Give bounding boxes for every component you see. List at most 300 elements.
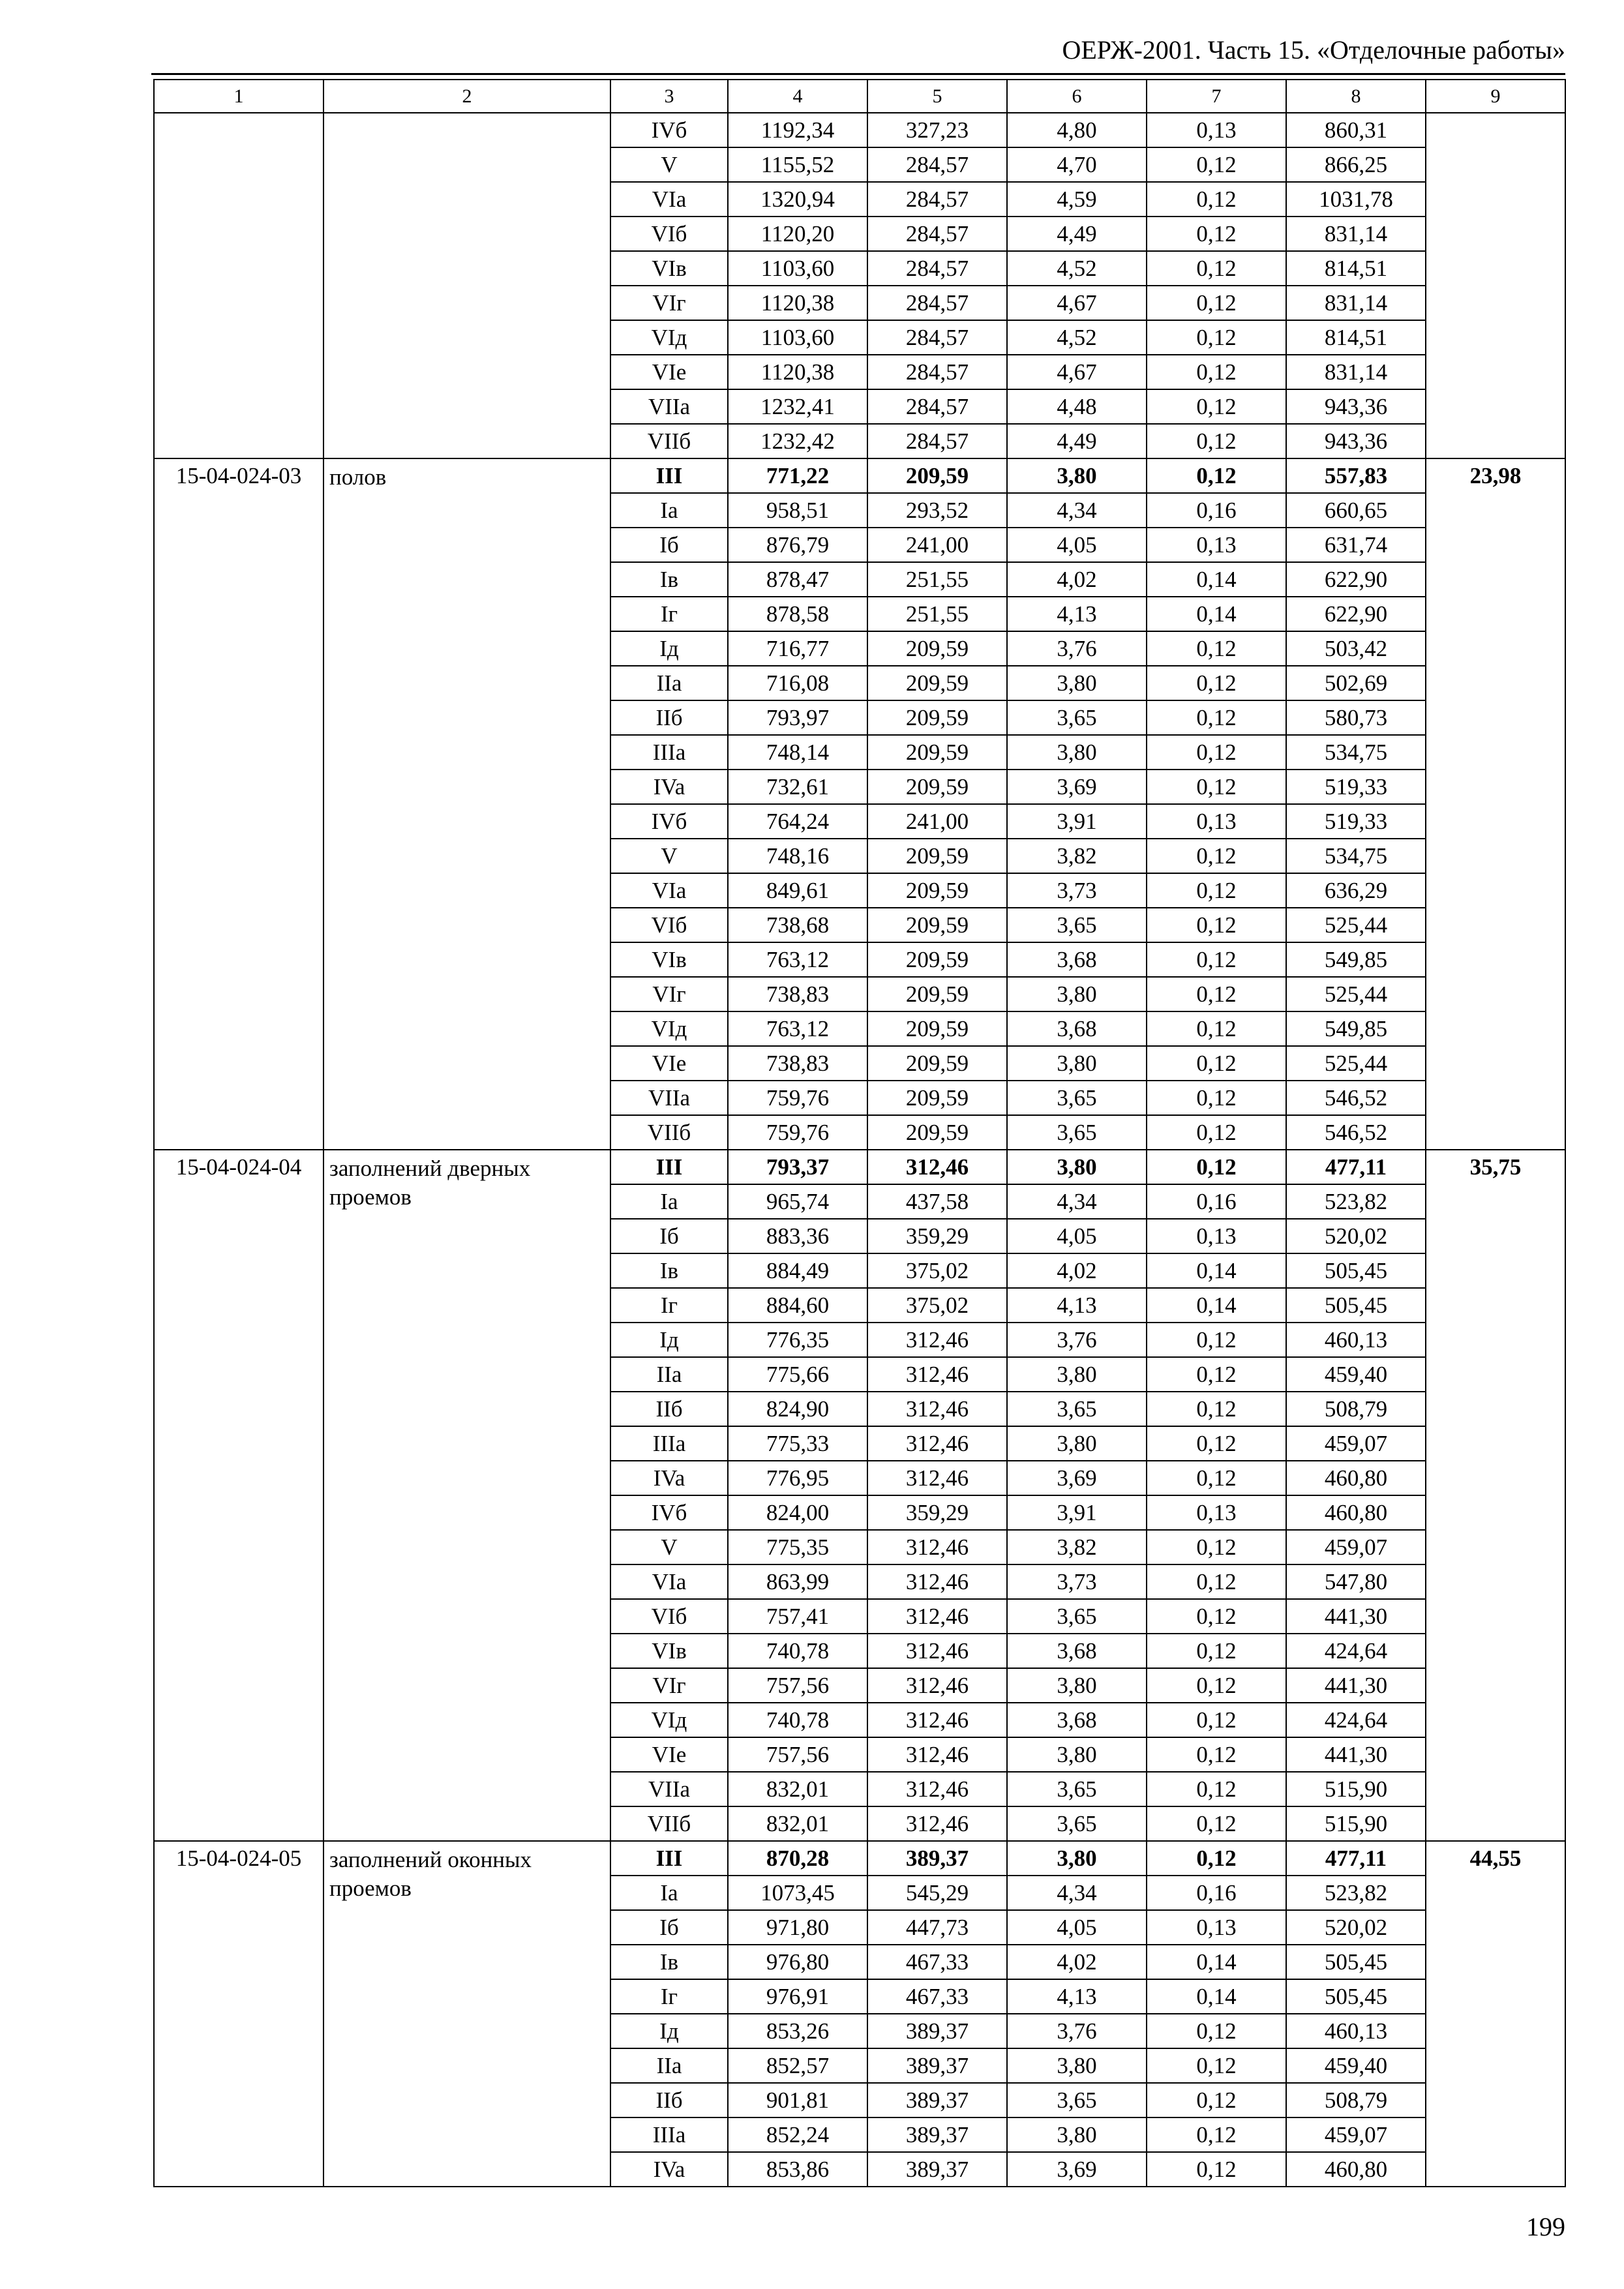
value-cell: 738,83 bbox=[728, 977, 867, 1011]
value-cell: 0,12 bbox=[1147, 1426, 1286, 1461]
value-cell: 209,59 bbox=[867, 631, 1007, 666]
value-cell: 0,12 bbox=[1147, 1737, 1286, 1772]
zone-cell: IVa bbox=[610, 2152, 728, 2187]
value-cell: 0,12 bbox=[1147, 700, 1286, 735]
value-cell: 0,12 bbox=[1147, 1150, 1286, 1184]
value-cell: 546,52 bbox=[1286, 1081, 1426, 1115]
zone-cell: V bbox=[610, 1530, 728, 1564]
zone-cell: Iв bbox=[610, 1253, 728, 1288]
value-cell: 3,65 bbox=[1007, 1392, 1147, 1426]
value-cell: 0,12 bbox=[1147, 389, 1286, 424]
value-cell: 503,42 bbox=[1286, 631, 1426, 666]
zone-cell: IVб bbox=[610, 804, 728, 839]
value-cell: 1120,38 bbox=[728, 355, 867, 389]
zone-cell: VIб bbox=[610, 1599, 728, 1634]
value-cell: 441,30 bbox=[1286, 1599, 1426, 1634]
value-cell: 3,69 bbox=[1007, 2152, 1147, 2187]
zone-cell: VIIб bbox=[610, 1806, 728, 1841]
value-cell: 971,80 bbox=[728, 1910, 867, 1945]
value-cell: 389,37 bbox=[867, 2117, 1007, 2152]
value-cell: 312,46 bbox=[867, 1668, 1007, 1703]
value-cell: 901,81 bbox=[728, 2083, 867, 2117]
zone-cell: III bbox=[610, 458, 728, 493]
zone-cell: V bbox=[610, 147, 728, 182]
zone-cell: VIв bbox=[610, 942, 728, 977]
value-cell: 209,59 bbox=[867, 735, 1007, 770]
value-cell: 3,80 bbox=[1007, 735, 1147, 770]
value-cell: 852,57 bbox=[728, 2048, 867, 2083]
value-cell: 757,56 bbox=[728, 1737, 867, 1772]
value-cell: 3,80 bbox=[1007, 1737, 1147, 1772]
value-cell: 459,07 bbox=[1286, 1530, 1426, 1564]
value-cell: 4,05 bbox=[1007, 528, 1147, 562]
value-cell: 3,73 bbox=[1007, 873, 1147, 908]
value-cell: 0,14 bbox=[1147, 1253, 1286, 1288]
zone-cell: VIIб bbox=[610, 424, 728, 458]
value-cell: 284,57 bbox=[867, 251, 1007, 286]
value-cell: 853,26 bbox=[728, 2014, 867, 2048]
value-cell: 0,12 bbox=[1147, 355, 1286, 389]
table-row bbox=[154, 113, 1565, 147]
value-cell: 764,24 bbox=[728, 804, 867, 839]
value-cell: 3,76 bbox=[1007, 1323, 1147, 1357]
value-cell: 3,65 bbox=[1007, 700, 1147, 735]
rate-code: 15-04-024-05 bbox=[154, 1841, 323, 2187]
value-cell: 284,57 bbox=[867, 389, 1007, 424]
value-cell: 793,97 bbox=[728, 700, 867, 735]
value-cell: 776,95 bbox=[728, 1461, 867, 1495]
value-cell: 0,12 bbox=[1147, 2117, 1286, 2152]
value-cell: 0,12 bbox=[1147, 147, 1286, 182]
column-number: 3 bbox=[610, 80, 728, 113]
value-cell: 0,13 bbox=[1147, 1910, 1286, 1945]
value-cell: 505,45 bbox=[1286, 1288, 1426, 1323]
value-cell: 0,12 bbox=[1147, 458, 1286, 493]
value-cell: 0,12 bbox=[1147, 251, 1286, 286]
norms-table bbox=[153, 79, 1566, 2187]
value-cell: 4,48 bbox=[1007, 389, 1147, 424]
zone-cell: IVб bbox=[610, 1495, 728, 1530]
zone-cell: V bbox=[610, 839, 728, 873]
value-cell: 0,12 bbox=[1147, 320, 1286, 355]
value-cell: 0,12 bbox=[1147, 1115, 1286, 1150]
value-cell: 327,23 bbox=[867, 113, 1007, 147]
zone-cell: VIг bbox=[610, 977, 728, 1011]
zone-cell: Iд bbox=[610, 2014, 728, 2048]
zone-cell: III bbox=[610, 1841, 728, 1876]
value-cell: 293,52 bbox=[867, 493, 1007, 528]
value-cell: 4,52 bbox=[1007, 320, 1147, 355]
value-cell: 884,60 bbox=[728, 1288, 867, 1323]
value-cell: 0,12 bbox=[1147, 1357, 1286, 1392]
column-number: 8 bbox=[1286, 80, 1426, 113]
zone-cell: IIIa bbox=[610, 1426, 728, 1461]
zone-cell: VIa bbox=[610, 873, 728, 908]
zone-cell: IVб bbox=[610, 113, 728, 147]
value-cell: 424,64 bbox=[1286, 1634, 1426, 1668]
value-cell: 460,80 bbox=[1286, 1495, 1426, 1530]
value-cell: 1073,45 bbox=[728, 1876, 867, 1910]
value-cell: 4,34 bbox=[1007, 1184, 1147, 1219]
value-cell: 3,91 bbox=[1007, 804, 1147, 839]
zone-cell: VIб bbox=[610, 217, 728, 251]
value-cell: 375,02 bbox=[867, 1288, 1007, 1323]
value-cell: 716,77 bbox=[728, 631, 867, 666]
value-cell: 3,68 bbox=[1007, 942, 1147, 977]
zone-cell: Iб bbox=[610, 528, 728, 562]
value-cell: 0,14 bbox=[1147, 1979, 1286, 2014]
value-cell: 505,45 bbox=[1286, 1979, 1426, 2014]
value-cell: 771,22 bbox=[728, 458, 867, 493]
value-cell: 863,99 bbox=[728, 1564, 867, 1599]
value-cell: 312,46 bbox=[867, 1806, 1007, 1841]
value-cell: 3,80 bbox=[1007, 1841, 1147, 1876]
value-cell: 4,02 bbox=[1007, 1253, 1147, 1288]
value-cell: 775,33 bbox=[728, 1426, 867, 1461]
value-cell: 424,64 bbox=[1286, 1703, 1426, 1737]
value-cell: 1120,38 bbox=[728, 286, 867, 320]
value-cell: 525,44 bbox=[1286, 1046, 1426, 1081]
value-cell: 312,46 bbox=[867, 1392, 1007, 1426]
value-cell: 459,40 bbox=[1286, 2048, 1426, 2083]
zone-cell: VIд bbox=[610, 320, 728, 355]
value-cell: 0,12 bbox=[1147, 1806, 1286, 1841]
rate-code: 15-04-024-03 bbox=[154, 458, 323, 1150]
value-cell: 3,80 bbox=[1007, 1668, 1147, 1703]
value-cell: 0,12 bbox=[1147, 286, 1286, 320]
value-cell: 375,02 bbox=[867, 1253, 1007, 1288]
value-cell: 831,14 bbox=[1286, 217, 1426, 251]
value-cell: 508,79 bbox=[1286, 1392, 1426, 1426]
column-number: 5 bbox=[867, 80, 1007, 113]
value-cell: 3,69 bbox=[1007, 1461, 1147, 1495]
value-cell: 849,61 bbox=[728, 873, 867, 908]
value-cell: 0,12 bbox=[1147, 1461, 1286, 1495]
value-cell: 884,49 bbox=[728, 1253, 867, 1288]
value-cell: 209,59 bbox=[867, 1011, 1007, 1046]
value-cell: 852,24 bbox=[728, 2117, 867, 2152]
value-cell: 549,85 bbox=[1286, 942, 1426, 977]
value-cell: 3,69 bbox=[1007, 770, 1147, 804]
value-cell: 748,16 bbox=[728, 839, 867, 873]
value-cell: 0,12 bbox=[1147, 1392, 1286, 1426]
zone-cell: VIa bbox=[610, 1564, 728, 1599]
column-number: 2 bbox=[323, 80, 610, 113]
value-cell: 547,80 bbox=[1286, 1564, 1426, 1599]
value-cell: 878,58 bbox=[728, 597, 867, 631]
value-cell: 793,37 bbox=[728, 1150, 867, 1184]
value-cell: 523,82 bbox=[1286, 1876, 1426, 1910]
value-cell: 0,12 bbox=[1147, 1564, 1286, 1599]
value-cell: 757,41 bbox=[728, 1599, 867, 1634]
value-cell: 3,80 bbox=[1007, 666, 1147, 700]
value-cell: 716,08 bbox=[728, 666, 867, 700]
value-cell: 0,16 bbox=[1147, 493, 1286, 528]
value-cell: 3,65 bbox=[1007, 1081, 1147, 1115]
value-cell: 0,12 bbox=[1147, 1081, 1286, 1115]
value-cell: 209,59 bbox=[867, 1081, 1007, 1115]
header-rule bbox=[151, 73, 1565, 75]
value-cell: 4,34 bbox=[1007, 1876, 1147, 1910]
zone-cell: IIa bbox=[610, 666, 728, 700]
value-cell: 866,25 bbox=[1286, 147, 1426, 182]
value-cell: 870,28 bbox=[728, 1841, 867, 1876]
value-cell: 0,12 bbox=[1147, 1046, 1286, 1081]
value-cell: 523,82 bbox=[1286, 1184, 1426, 1219]
value-cell: 209,59 bbox=[867, 908, 1007, 942]
value-cell: 3,80 bbox=[1007, 1426, 1147, 1461]
value-cell: 389,37 bbox=[867, 2083, 1007, 2117]
value-cell: 3,65 bbox=[1007, 1115, 1147, 1150]
value-cell: 477,11 bbox=[1286, 1841, 1426, 1876]
value-cell: 460,13 bbox=[1286, 2014, 1426, 2048]
value-cell: 519,33 bbox=[1286, 804, 1426, 839]
value-cell: 814,51 bbox=[1286, 251, 1426, 286]
value-cell: 389,37 bbox=[867, 1841, 1007, 1876]
work-name: полов bbox=[323, 458, 610, 1150]
value-cell: 0,14 bbox=[1147, 562, 1286, 597]
value-cell: 943,36 bbox=[1286, 389, 1426, 424]
value-cell: 831,14 bbox=[1286, 355, 1426, 389]
value-cell: 3,80 bbox=[1007, 1357, 1147, 1392]
zone-cell: IVa bbox=[610, 1461, 728, 1495]
value-cell: 1232,42 bbox=[728, 424, 867, 458]
value-cell: 0,12 bbox=[1147, 2048, 1286, 2083]
work-name: заполнений дверных проемов bbox=[323, 1150, 610, 1841]
value-cell: 1103,60 bbox=[728, 320, 867, 355]
zone-cell: VIIa bbox=[610, 1081, 728, 1115]
value-cell: 740,78 bbox=[728, 1703, 867, 1737]
value-cell: 4,49 bbox=[1007, 217, 1147, 251]
value-cell: 4,13 bbox=[1007, 597, 1147, 631]
value-cell: 534,75 bbox=[1286, 735, 1426, 770]
column-number-row bbox=[154, 80, 1565, 113]
zone-cell: VIe bbox=[610, 355, 728, 389]
value-cell: 312,46 bbox=[867, 1634, 1007, 1668]
value-cell: 3,68 bbox=[1007, 1634, 1147, 1668]
value-cell: 0,12 bbox=[1147, 182, 1286, 217]
value-cell: 209,59 bbox=[867, 666, 1007, 700]
value-cell: 4,13 bbox=[1007, 1288, 1147, 1323]
zone-cell: IIб bbox=[610, 700, 728, 735]
value-cell: 312,46 bbox=[867, 1564, 1007, 1599]
value-cell: 520,02 bbox=[1286, 1910, 1426, 1945]
table-row bbox=[154, 1841, 1565, 1876]
zone-cell: IIIa bbox=[610, 735, 728, 770]
value-cell: 0,12 bbox=[1147, 1772, 1286, 1806]
value-cell: 0,12 bbox=[1147, 2014, 1286, 2048]
value-cell: 0,13 bbox=[1147, 528, 1286, 562]
value-cell: 312,46 bbox=[867, 1772, 1007, 1806]
value-cell: 4,05 bbox=[1007, 1910, 1147, 1945]
value-cell: 477,11 bbox=[1286, 1150, 1426, 1184]
zone-cell: VIд bbox=[610, 1011, 728, 1046]
value-cell: 763,12 bbox=[728, 1011, 867, 1046]
zone-cell: VIг bbox=[610, 286, 728, 320]
zone-cell: Iв bbox=[610, 1945, 728, 1979]
value-cell: 0,12 bbox=[1147, 942, 1286, 977]
value-cell: 4,02 bbox=[1007, 562, 1147, 597]
value-cell: 312,46 bbox=[867, 1703, 1007, 1737]
zone-cell: Iд bbox=[610, 631, 728, 666]
value-cell: 775,35 bbox=[728, 1530, 867, 1564]
value-cell: 3,80 bbox=[1007, 458, 1147, 493]
value-cell: 636,29 bbox=[1286, 873, 1426, 908]
value-cell: 4,80 bbox=[1007, 113, 1147, 147]
work-name bbox=[323, 113, 610, 458]
value-cell: 631,74 bbox=[1286, 528, 1426, 562]
value-cell: 209,59 bbox=[867, 458, 1007, 493]
value-cell: 0,12 bbox=[1147, 770, 1286, 804]
group-total bbox=[1426, 113, 1565, 458]
value-cell: 738,68 bbox=[728, 908, 867, 942]
zone-cell: Iв bbox=[610, 562, 728, 597]
value-cell: 0,13 bbox=[1147, 1495, 1286, 1530]
value-cell: 748,14 bbox=[728, 735, 867, 770]
value-cell: 832,01 bbox=[728, 1772, 867, 1806]
value-cell: 515,90 bbox=[1286, 1772, 1426, 1806]
value-cell: 878,47 bbox=[728, 562, 867, 597]
value-cell: 0,12 bbox=[1147, 735, 1286, 770]
zone-cell: VIIб bbox=[610, 1115, 728, 1150]
value-cell: 4,34 bbox=[1007, 493, 1147, 528]
value-cell: 4,05 bbox=[1007, 1219, 1147, 1253]
value-cell: 0,12 bbox=[1147, 977, 1286, 1011]
value-cell: 832,01 bbox=[728, 1806, 867, 1841]
value-cell: 3,80 bbox=[1007, 1046, 1147, 1081]
value-cell: 4,52 bbox=[1007, 251, 1147, 286]
value-cell: 3,65 bbox=[1007, 1599, 1147, 1634]
value-cell: 4,70 bbox=[1007, 147, 1147, 182]
zone-cell: VIд bbox=[610, 1703, 728, 1737]
value-cell: 943,36 bbox=[1286, 424, 1426, 458]
value-cell: 759,76 bbox=[728, 1115, 867, 1150]
value-cell: 437,58 bbox=[867, 1184, 1007, 1219]
value-cell: 3,65 bbox=[1007, 908, 1147, 942]
value-cell: 545,29 bbox=[867, 1876, 1007, 1910]
value-cell: 284,57 bbox=[867, 217, 1007, 251]
zone-cell: VIв bbox=[610, 251, 728, 286]
value-cell: 3,76 bbox=[1007, 631, 1147, 666]
value-cell: 958,51 bbox=[728, 493, 867, 528]
value-cell: 209,59 bbox=[867, 839, 1007, 873]
value-cell: 814,51 bbox=[1286, 320, 1426, 355]
value-cell: 0,12 bbox=[1147, 631, 1286, 666]
value-cell: 4,13 bbox=[1007, 1979, 1147, 2014]
header-title: ОЕРЖ-2001. Часть 15. «Отделочные работы» bbox=[1062, 35, 1565, 65]
value-cell: 284,57 bbox=[867, 320, 1007, 355]
value-cell: 3,76 bbox=[1007, 2014, 1147, 2048]
value-cell: 3,82 bbox=[1007, 1530, 1147, 1564]
value-cell: 0,12 bbox=[1147, 1323, 1286, 1357]
zone-cell: IIб bbox=[610, 2083, 728, 2117]
value-cell: 0,12 bbox=[1147, 424, 1286, 458]
value-cell: 0,16 bbox=[1147, 1184, 1286, 1219]
zone-cell: VIe bbox=[610, 1046, 728, 1081]
value-cell: 359,29 bbox=[867, 1219, 1007, 1253]
value-cell: 0,12 bbox=[1147, 873, 1286, 908]
value-cell: 284,57 bbox=[867, 355, 1007, 389]
value-cell: 1031,78 bbox=[1286, 182, 1426, 217]
value-cell: 467,33 bbox=[867, 1979, 1007, 2014]
value-cell: 876,79 bbox=[728, 528, 867, 562]
value-cell: 0,16 bbox=[1147, 1876, 1286, 1910]
zone-cell: IIIa bbox=[610, 2117, 728, 2152]
value-cell: 3,65 bbox=[1007, 2083, 1147, 2117]
value-cell: 209,59 bbox=[867, 1115, 1007, 1150]
group-total: 35,75 bbox=[1426, 1150, 1565, 1841]
value-cell: 359,29 bbox=[867, 1495, 1007, 1530]
value-cell: 4,67 bbox=[1007, 286, 1147, 320]
value-cell: 546,52 bbox=[1286, 1115, 1426, 1150]
value-cell: 3,68 bbox=[1007, 1703, 1147, 1737]
zone-cell: Iг bbox=[610, 1979, 728, 2014]
value-cell: 0,12 bbox=[1147, 666, 1286, 700]
rate-code bbox=[154, 113, 323, 458]
value-cell: 1232,41 bbox=[728, 389, 867, 424]
value-cell: 0,13 bbox=[1147, 1219, 1286, 1253]
value-cell: 3,80 bbox=[1007, 2048, 1147, 2083]
value-cell: 1120,20 bbox=[728, 217, 867, 251]
value-cell: 0,12 bbox=[1147, 1530, 1286, 1564]
value-cell: 738,83 bbox=[728, 1046, 867, 1081]
value-cell: 467,33 bbox=[867, 1945, 1007, 1979]
value-cell: 776,35 bbox=[728, 1323, 867, 1357]
value-cell: 312,46 bbox=[867, 1323, 1007, 1357]
value-cell: 251,55 bbox=[867, 562, 1007, 597]
value-cell: 534,75 bbox=[1286, 839, 1426, 873]
value-cell: 757,56 bbox=[728, 1668, 867, 1703]
value-cell: 3,80 bbox=[1007, 977, 1147, 1011]
value-cell: 502,69 bbox=[1286, 666, 1426, 700]
value-cell: 976,80 bbox=[728, 1945, 867, 1979]
value-cell: 3,82 bbox=[1007, 839, 1147, 873]
value-cell: 312,46 bbox=[867, 1426, 1007, 1461]
value-cell: 525,44 bbox=[1286, 977, 1426, 1011]
value-cell: 441,30 bbox=[1286, 1737, 1426, 1772]
value-cell: 312,46 bbox=[867, 1150, 1007, 1184]
value-cell: 831,14 bbox=[1286, 286, 1426, 320]
value-cell: 460,13 bbox=[1286, 1323, 1426, 1357]
value-cell: 460,80 bbox=[1286, 2152, 1426, 2187]
value-cell: 1155,52 bbox=[728, 147, 867, 182]
value-cell: 824,90 bbox=[728, 1392, 867, 1426]
value-cell: 0,12 bbox=[1147, 1011, 1286, 1046]
zone-cell: Ia bbox=[610, 1184, 728, 1219]
zone-cell: Iд bbox=[610, 1323, 728, 1357]
zone-cell: VIIa bbox=[610, 389, 728, 424]
value-cell: 0,12 bbox=[1147, 2083, 1286, 2117]
value-cell: 0,12 bbox=[1147, 1841, 1286, 1876]
value-cell: 1320,94 bbox=[728, 182, 867, 217]
value-cell: 824,00 bbox=[728, 1495, 867, 1530]
value-cell: 1192,34 bbox=[728, 113, 867, 147]
zone-cell: IIб bbox=[610, 1392, 728, 1426]
value-cell: 3,80 bbox=[1007, 1150, 1147, 1184]
value-cell: 209,59 bbox=[867, 1046, 1007, 1081]
column-number: 4 bbox=[728, 80, 867, 113]
value-cell: 0,12 bbox=[1147, 1668, 1286, 1703]
column-number: 1 bbox=[154, 80, 323, 113]
value-cell: 0,12 bbox=[1147, 1599, 1286, 1634]
value-cell: 3,65 bbox=[1007, 1772, 1147, 1806]
column-number: 6 bbox=[1007, 80, 1147, 113]
norms-table-wrapper bbox=[153, 79, 1565, 2187]
group-total: 44,55 bbox=[1426, 1841, 1565, 2187]
value-cell: 525,44 bbox=[1286, 908, 1426, 942]
value-cell: 505,45 bbox=[1286, 1945, 1426, 1979]
value-cell: 312,46 bbox=[867, 1599, 1007, 1634]
